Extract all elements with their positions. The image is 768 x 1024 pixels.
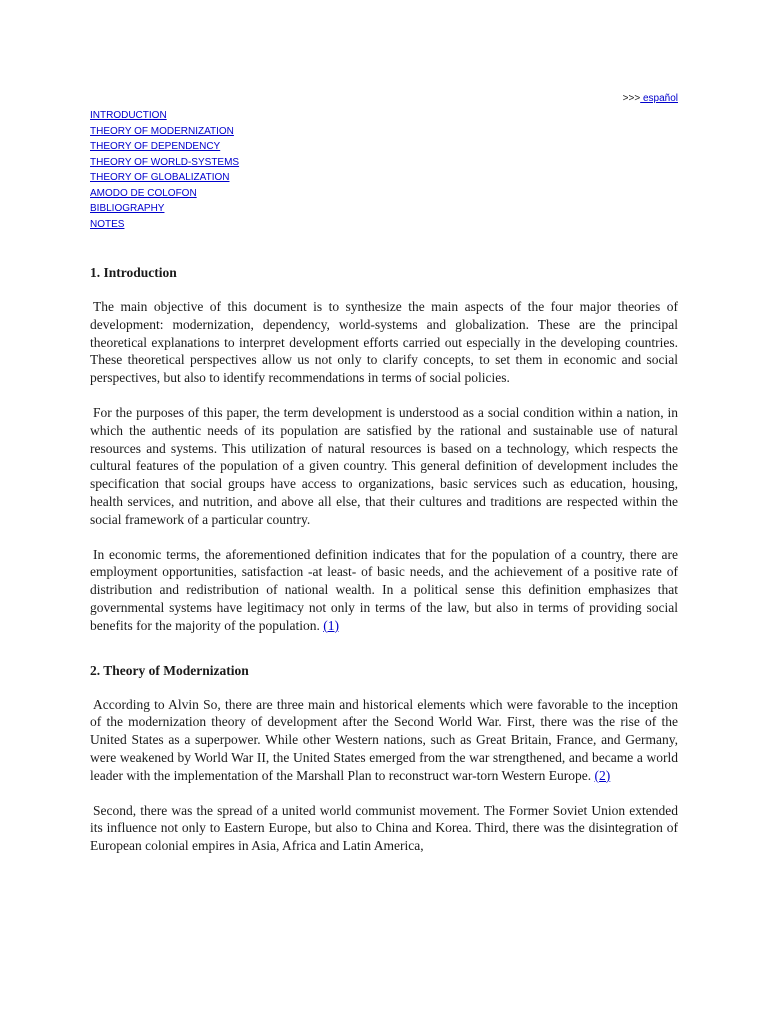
- toc-modernization-link[interactable]: THEORY OF MODERNIZATION: [90, 125, 234, 137]
- toc-globalization-link[interactable]: THEORY OF GLOBALIZATION: [90, 172, 230, 183]
- modernization-paragraph-1-text: According to Alvin So, there are three main and historical elements which were favorable to the inception of the modernization theory of development after the Second World War. First, there was the rise of the United States as a superpower. While other Western nations, such as Great Britain, France, and Germany, were weakened by World War II, the United States emerged from the war strengthened, and became a world leader with the implementation of the Marshall Plan to reconstruct war-torn Western Europe.: [90, 696, 678, 783]
- language-switch: [623, 93, 678, 104]
- document-body: [90, 263, 678, 855]
- table-of-contents: [90, 108, 239, 232]
- intro-paragraph-3-text: In economic terms, the aforementioned definition indicates that for the population of a country, there are employment opportunities, satisfaction -at least- of basic needs, and the achievement of a positive rate of distribution and redistribution of national wealth. In a political sense this definition emphasizes that governmental systems have legitimacy not only in terms of the law, but also in terms of providing social benefits for the majority of the population.: [90, 546, 678, 633]
- lang-prefix: >>>: [622, 93, 641, 104]
- modernization-paragraph-1: [90, 696, 678, 785]
- modernization-paragraph-2: Second, there was the spread of a united world communist movement. The Former Soviet Union extended its influence not only to Eastern Europe, but also to China and Korea. Third, there was the disintegration of European colonial empires in Asia, Africa and Latin America,: [90, 802, 678, 854]
- footnote-link-2[interactable]: (2): [594, 767, 611, 783]
- intro-paragraph-1: The main objective of this document is to synthesize the main aspects of the four major theories of development: modernization, dependency, world-systems and globalization. These are the principal theoretical explanations to interpret development efforts carried out especially in the developing countries. These theoretical perspectives allow us not only to clarify concepts, to set them in economic and social perspectives, but also to identify recommendations in terms of social policies.: [90, 299, 678, 386]
- toc-bibliography-link[interactable]: BIBLIOGRAPHY: [90, 203, 165, 214]
- intro-paragraph-3: [90, 546, 678, 635]
- toc-dependency-link[interactable]: THEORY OF DEPENDENCY: [90, 141, 221, 152]
- footnote-link-1[interactable]: (1): [323, 617, 339, 633]
- toc-notes-link[interactable]: NOTES: [90, 218, 125, 230]
- toc-colofon-link[interactable]: AMODO DE COLOFON: [90, 187, 197, 199]
- intro-paragraph-2: For the purposes of this paper, the term development is understood as a social condition within a nation, in which the authentic needs of its population are satisfied by the rational and sustainable use of natural resources and systems. This utilization of natural resources is based on a technology, which respects the cultural features of the population of a given country. This general definition of development includes the specification that social groups have access to organizations, basic services such as education, housing, health services, and nutrition, and above all else, that their cultures and traditions are respected within the social framework of a particular country.: [90, 404, 678, 527]
- espanol-link[interactable]: español: [640, 93, 678, 104]
- toc-world-systems-link[interactable]: THEORY OF WORLD-SYSTEMS: [90, 156, 240, 168]
- toc-introduction-link[interactable]: INTRODUCTION: [90, 110, 167, 121]
- modernization-heading: 2. Theory of Modernization: [90, 662, 249, 678]
- introduction-heading: 1. Introduction: [90, 265, 177, 280]
